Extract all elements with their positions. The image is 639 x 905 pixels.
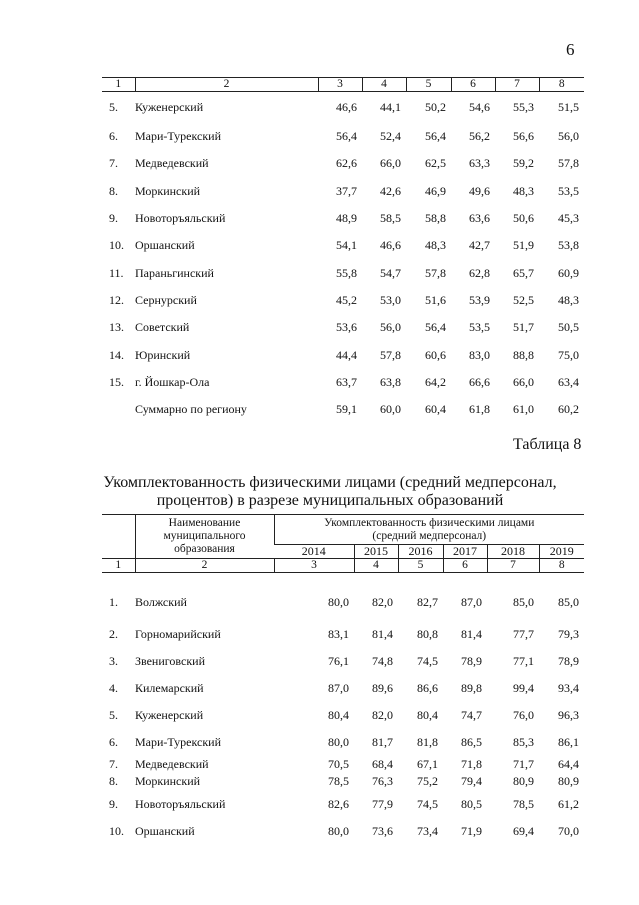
value-cell: 65,7	[513, 265, 534, 280]
value-cell: 67,1	[417, 756, 438, 771]
value-cell: 86,1	[558, 735, 580, 749]
table-row	[102, 756, 584, 772]
value-cell: 62,8	[469, 265, 490, 280]
value-cell: 63,4	[558, 374, 579, 389]
name-header-line: муниципального	[163, 530, 246, 542]
row-number	[102, 396, 135, 423]
table-row	[102, 259, 584, 286]
row-number: 3.	[109, 654, 118, 668]
value-cell: 42,7	[469, 238, 490, 253]
value-cell: 56,0	[380, 320, 401, 335]
column-index-cell: 5	[406, 78, 451, 92]
value-cell: 54,6	[469, 100, 490, 114]
value-cell: 42,6	[380, 183, 401, 198]
value-cell: 64,4	[558, 756, 580, 771]
value-cell: 51,9	[513, 238, 534, 253]
row-number: 8.	[109, 183, 118, 198]
value-cell: 48,3	[558, 292, 579, 307]
value-cell: 80,8	[417, 627, 438, 641]
name-header-line: Наименование	[168, 517, 241, 529]
year-header: 2014	[274, 545, 354, 559]
row-number: 10.	[109, 824, 124, 838]
district-name: Звениговский	[135, 654, 205, 668]
value-cell: 87,0	[328, 681, 349, 695]
district-name: Оршанский	[135, 824, 195, 838]
table-title-line: процентов) в разрезе муниципальных образований	[156, 492, 504, 509]
value-cell: 62,5	[425, 156, 446, 171]
value-cell: 49,6	[469, 183, 490, 198]
year-header: 2018	[487, 545, 539, 559]
staffing-table	[102, 514, 584, 845]
value-cell: 80,0	[328, 594, 349, 609]
value-cell: 52,5	[513, 292, 534, 307]
name-header-line: образования	[174, 543, 235, 555]
table-row	[102, 818, 584, 845]
value-cell: 78,9	[461, 654, 482, 668]
table-row	[102, 621, 584, 648]
value-cell: 81,4	[461, 627, 482, 641]
row-number: 4.	[109, 681, 118, 695]
value-cell: 74,7	[461, 708, 482, 722]
value-cell: 85,0	[558, 594, 580, 609]
table-row	[102, 341, 584, 368]
row-number: 7.	[109, 756, 118, 771]
table-row	[102, 150, 584, 177]
value-cell: 51,6	[425, 292, 446, 307]
value-cell: 63,6	[469, 211, 490, 226]
value-cell: 76,0	[513, 708, 534, 722]
row-number: 6.	[109, 129, 118, 144]
value-cell: 51,7	[513, 320, 534, 335]
value-cell: 59,1	[336, 402, 357, 417]
value-cell: 75,0	[558, 347, 579, 362]
value-cell: 74,5	[417, 654, 438, 668]
district-name: Килемарский	[135, 681, 204, 695]
value-cell: 76,3	[372, 774, 393, 788]
year-header: 2017	[443, 545, 487, 559]
value-cell: 78,5	[513, 797, 534, 811]
value-cell: 45,2	[336, 292, 357, 307]
header-blank	[102, 515, 135, 559]
table-row	[102, 791, 584, 818]
value-cell: 50,6	[513, 211, 534, 226]
value-cell: 37,7	[336, 183, 357, 198]
row-number: 15.	[109, 374, 124, 389]
district-name: Моркинский	[135, 183, 201, 198]
district-name: Моркинский	[135, 774, 201, 788]
column-index-cell: 3	[318, 78, 362, 92]
value-cell: 60,2	[558, 402, 579, 417]
value-cell: 69,4	[513, 824, 534, 838]
value-cell: 44,1	[380, 100, 401, 114]
district-name: Горномарийский	[135, 627, 221, 641]
table-row	[102, 232, 584, 259]
name-column-header	[135, 515, 274, 559]
value-cell: 68,4	[372, 756, 393, 771]
value-cell: 50,2	[425, 100, 446, 114]
column-index-cell: 6	[443, 559, 487, 573]
value-cell: 87,0	[461, 594, 482, 609]
row-number: 1.	[109, 594, 118, 609]
value-cell: 80,9	[558, 774, 580, 788]
column-index-cell: 2	[135, 78, 318, 92]
value-cell: 93,4	[558, 681, 580, 695]
value-cell: 53,8	[558, 238, 579, 253]
value-cell: 60,4	[425, 402, 446, 417]
value-cell: 79,4	[461, 774, 482, 788]
value-cell: 77,1	[513, 654, 534, 668]
column-index-cell: 7	[495, 78, 539, 92]
value-cell: 57,8	[558, 156, 579, 171]
value-cell: 48,3	[513, 183, 534, 198]
column-index-cell: 3	[274, 559, 354, 573]
value-cell: 82,0	[372, 708, 393, 722]
value-cell: 82,6	[328, 797, 349, 811]
year-header: 2019	[539, 545, 584, 559]
value-cell: 66,6	[469, 374, 490, 389]
value-cell: 83,0	[469, 347, 490, 362]
district-name: Мари-Турекский	[135, 735, 222, 749]
value-cell: 60,9	[558, 265, 579, 280]
value-cell: 66,0	[380, 156, 401, 171]
table-title-line: Укомплектованность физическими лицами (средний медперсонал,	[103, 474, 557, 491]
column-index-cell: 8	[539, 559, 584, 573]
value-cell: 53,5	[469, 320, 490, 335]
value-cell: 55,3	[513, 100, 534, 114]
table-row	[102, 772, 584, 791]
value-cell: 61,0	[513, 402, 534, 417]
column-index-cell: 2	[135, 559, 274, 573]
value-cell: 75,2	[417, 774, 438, 788]
value-cell: 53,6	[336, 320, 357, 335]
group-header	[274, 515, 584, 545]
value-cell: 81,4	[372, 627, 393, 641]
municipal-table-continuation	[102, 77, 584, 423]
group-header-line: Укомплектованность физическими лицами	[324, 516, 535, 529]
value-cell: 73,4	[417, 824, 438, 838]
column-index-cell: 1	[102, 559, 135, 573]
district-name: Сернурский	[135, 292, 197, 307]
value-cell: 52,4	[380, 129, 401, 144]
value-cell: 99,4	[513, 681, 534, 695]
value-cell: 56,0	[558, 129, 579, 144]
district-name: Советский	[135, 320, 190, 335]
value-cell: 63,8	[380, 374, 401, 389]
value-cell: 61,2	[558, 797, 580, 811]
table-row	[102, 287, 584, 314]
value-cell: 70,5	[328, 756, 349, 771]
table-row	[102, 314, 584, 341]
value-cell: 74,8	[372, 654, 393, 668]
row-number: 5.	[109, 708, 118, 722]
value-cell: 96,3	[558, 708, 580, 722]
value-cell: 48,3	[425, 238, 446, 253]
value-cell: 46,6	[380, 238, 401, 253]
table-row	[102, 573, 584, 622]
value-cell: 86,5	[461, 735, 482, 749]
table-row	[102, 205, 584, 232]
value-cell: 74,5	[417, 797, 438, 811]
district-name: Новоторъяльский	[135, 211, 226, 226]
row-number: 13.	[109, 320, 124, 335]
column-index-cell: 4	[354, 559, 398, 573]
table-row	[102, 729, 584, 756]
value-cell: 71,9	[461, 824, 482, 838]
value-cell: 86,6	[417, 681, 438, 695]
column-index-cell: 7	[487, 559, 539, 573]
value-cell: 63,7	[336, 374, 357, 389]
value-cell: 76,1	[328, 654, 349, 668]
value-cell: 46,6	[336, 100, 357, 114]
value-cell: 54,1	[336, 238, 357, 253]
value-cell: 56,2	[469, 129, 490, 144]
value-cell: 80,5	[461, 797, 482, 811]
district-name: Параньгинский	[135, 265, 214, 280]
value-cell: 80,4	[328, 708, 349, 722]
value-cell: 73,6	[372, 824, 393, 838]
value-cell: 56,4	[425, 129, 446, 144]
table-row	[102, 675, 584, 702]
value-cell: 82,7	[417, 594, 438, 609]
table-row	[102, 702, 584, 729]
value-cell: 85,0	[513, 594, 534, 609]
district-name: Новоторъяльский	[135, 797, 226, 811]
value-cell: 48,9	[336, 211, 357, 226]
row-number: 7.	[109, 156, 118, 171]
value-cell: 80,4	[417, 708, 438, 722]
value-cell: 57,8	[425, 265, 446, 280]
value-cell: 80,9	[513, 774, 534, 788]
value-cell: 64,2	[425, 374, 446, 389]
value-cell: 45,3	[558, 211, 579, 226]
column-index-cell: 4	[362, 78, 406, 92]
row-number: 2.	[109, 627, 118, 641]
value-cell: 53,9	[469, 292, 490, 307]
value-cell: 77,9	[372, 797, 393, 811]
value-cell: 53,0	[380, 292, 401, 307]
district-name: Оршанский	[135, 238, 195, 253]
value-cell: 58,8	[425, 211, 446, 226]
group-header-line: (средний медперсонал)	[372, 529, 487, 542]
table-row	[102, 92, 584, 124]
year-header: 2015	[354, 545, 398, 559]
value-cell: 56,4	[336, 129, 357, 144]
district-name: Волжский	[135, 594, 187, 609]
value-cell: 88,8	[513, 347, 534, 362]
value-cell: 79,3	[558, 627, 580, 641]
table-title	[100, 474, 560, 510]
value-cell: 89,8	[461, 681, 482, 695]
value-cell: 59,2	[513, 156, 534, 171]
value-cell: 60,6	[425, 347, 446, 362]
table-row	[102, 369, 584, 396]
value-cell: 77,7	[513, 627, 534, 641]
row-number: 9.	[109, 211, 118, 226]
value-cell: 60,0	[380, 402, 401, 417]
value-cell: 71,8	[461, 756, 482, 771]
table-label: Таблица 8	[513, 436, 582, 453]
value-cell: 78,5	[328, 774, 349, 788]
row-number: 10.	[109, 238, 124, 253]
year-header: 2016	[398, 545, 443, 559]
value-cell: 71,7	[513, 756, 534, 771]
value-cell: 81,7	[372, 735, 393, 749]
value-cell: 66,0	[513, 374, 534, 389]
value-cell: 70,0	[558, 824, 580, 838]
value-cell: 63,3	[469, 156, 490, 171]
value-cell: 81,8	[417, 735, 438, 749]
district-name: Медведевский	[135, 156, 209, 171]
table-row	[102, 648, 584, 675]
value-cell: 56,6	[513, 129, 534, 144]
table-row	[102, 396, 584, 423]
value-cell: 57,8	[380, 347, 401, 362]
value-cell: 56,4	[425, 320, 446, 335]
district-name: Юринский	[135, 347, 191, 362]
district-name: Куженерский	[135, 708, 204, 722]
value-cell: 80,0	[328, 824, 349, 838]
value-cell: 44,4	[336, 347, 357, 362]
value-cell: 85,3	[513, 735, 534, 749]
column-index-cell: 1	[102, 78, 135, 92]
row-number: 12.	[109, 292, 124, 307]
value-cell: 78,9	[558, 654, 580, 668]
row-number: 14.	[109, 347, 124, 362]
value-cell: 54,7	[380, 265, 401, 280]
value-cell: 80,0	[328, 735, 349, 749]
district-name: Куженерский	[135, 100, 204, 114]
row-number: 5.	[109, 100, 118, 114]
value-cell: 82,0	[372, 594, 393, 609]
district-name: Медведевский	[135, 756, 209, 771]
row-number: 6.	[109, 735, 118, 749]
row-number: 8.	[109, 774, 118, 788]
page-number: 6	[566, 40, 575, 59]
value-cell: 55,8	[336, 265, 357, 280]
value-cell: 89,6	[372, 681, 393, 695]
table-row	[102, 178, 584, 205]
value-cell: 53,5	[558, 183, 579, 198]
district-name: Мари-Турекский	[135, 129, 222, 144]
value-cell: 83,1	[328, 627, 349, 641]
row-number: 11.	[109, 265, 124, 280]
value-cell: 51,5	[558, 100, 579, 114]
district-name: г. Йошкар-Ола	[135, 374, 210, 389]
district-name: Суммарно по региону	[135, 402, 247, 417]
value-cell: 50,5	[558, 320, 579, 335]
table-row	[102, 123, 584, 150]
column-index-cell: 5	[398, 559, 443, 573]
value-cell: 62,6	[336, 156, 357, 171]
column-index-cell: 8	[539, 78, 584, 92]
row-number: 9.	[109, 797, 118, 811]
value-cell: 46,9	[425, 183, 446, 198]
value-cell: 61,8	[469, 402, 490, 417]
column-index-cell: 6	[451, 78, 495, 92]
value-cell: 58,5	[380, 211, 401, 226]
